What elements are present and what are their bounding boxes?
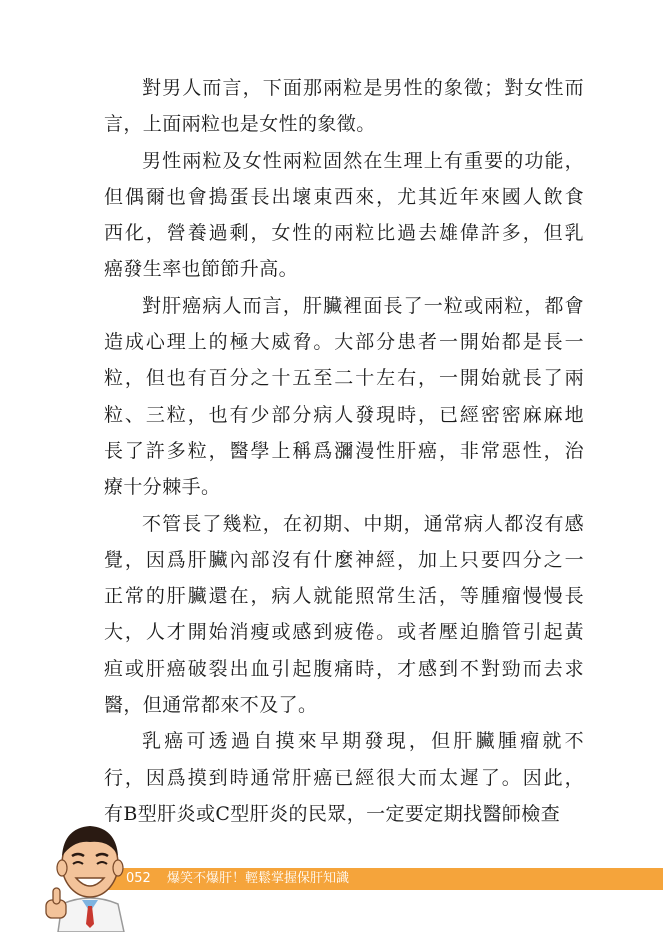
text-line: 粒、三粒，也有少部分病人發現時，已經密密麻麻地 [104,403,584,426]
footer [126,868,349,890]
text-line: 對肝癌病人而言，肝臟裡面長了一粒或兩粒，都會 [142,294,584,317]
doctor-mascot-icon [44,812,136,932]
paragraph [104,70,584,143]
text-line: 男性兩粒及女性兩粒固然在生理上有重要的功能， [142,149,584,172]
text-line: 醫，但通常都來不及了。 [104,694,318,717]
text-line: 癌發生率也節節升高。 [104,258,299,281]
text-line: 疸或肝癌破裂出血引起腹痛時，才感到不對勁而去求 [104,657,584,680]
text-line: 乳癌可透過自摸來早期發現，但肝臟腫瘤就不 [142,730,584,753]
book-title: 爆笑不爆肝！輕鬆掌握保肝知識 [166,871,349,886]
text-line: 言，上面兩粒也是女性的象徵。 [104,113,376,136]
text-line: 覺，因爲肝臟內部沒有什麼神經，加上只要四分之一 [104,548,584,571]
text-line: 療十分棘手。 [104,476,221,499]
paragraph [104,723,584,832]
text-line: 造成心理上的極大威脅。大部分患者一開始都是長一 [104,331,584,354]
text-line: 有B型肝炎或C型肝炎的民眾，一定要定期找醫師檢查 [104,802,561,825]
text-line: 行，因爲摸到時通常肝癌已經很大而太遲了。因此， [104,766,584,789]
paragraph [104,506,584,724]
text-line: 不管長了幾粒，在初期、中期，通常病人都沒有感 [142,512,584,535]
body-text [104,70,584,832]
text-line: 西化，營養過剩，女性的兩粒比過去雄偉許多，但乳 [104,222,584,245]
text-line: 對男人而言，下面那兩粒是男性的象徵；對女性而 [142,77,584,99]
page-number: 052 [126,871,151,886]
paragraph [104,143,584,288]
paragraph [104,288,584,506]
text-line: 粒，但也有百分之十五至二十左右，一開始就長了兩 [104,367,584,390]
text-line: 正常的肝臟還在，病人就能照常生活，等腫瘤慢慢長 [104,585,584,608]
text-line: 但偶爾也會搗蛋長出壞東西來，尤其近年來國人飲食 [104,185,584,208]
text-line: 長了許多粒，醫學上稱爲瀰漫性肝癌，非常惡性，治 [104,439,584,462]
text-line: 大，人才開始消瘦或感到疲倦。或者壓迫膽管引起黃 [104,621,584,644]
